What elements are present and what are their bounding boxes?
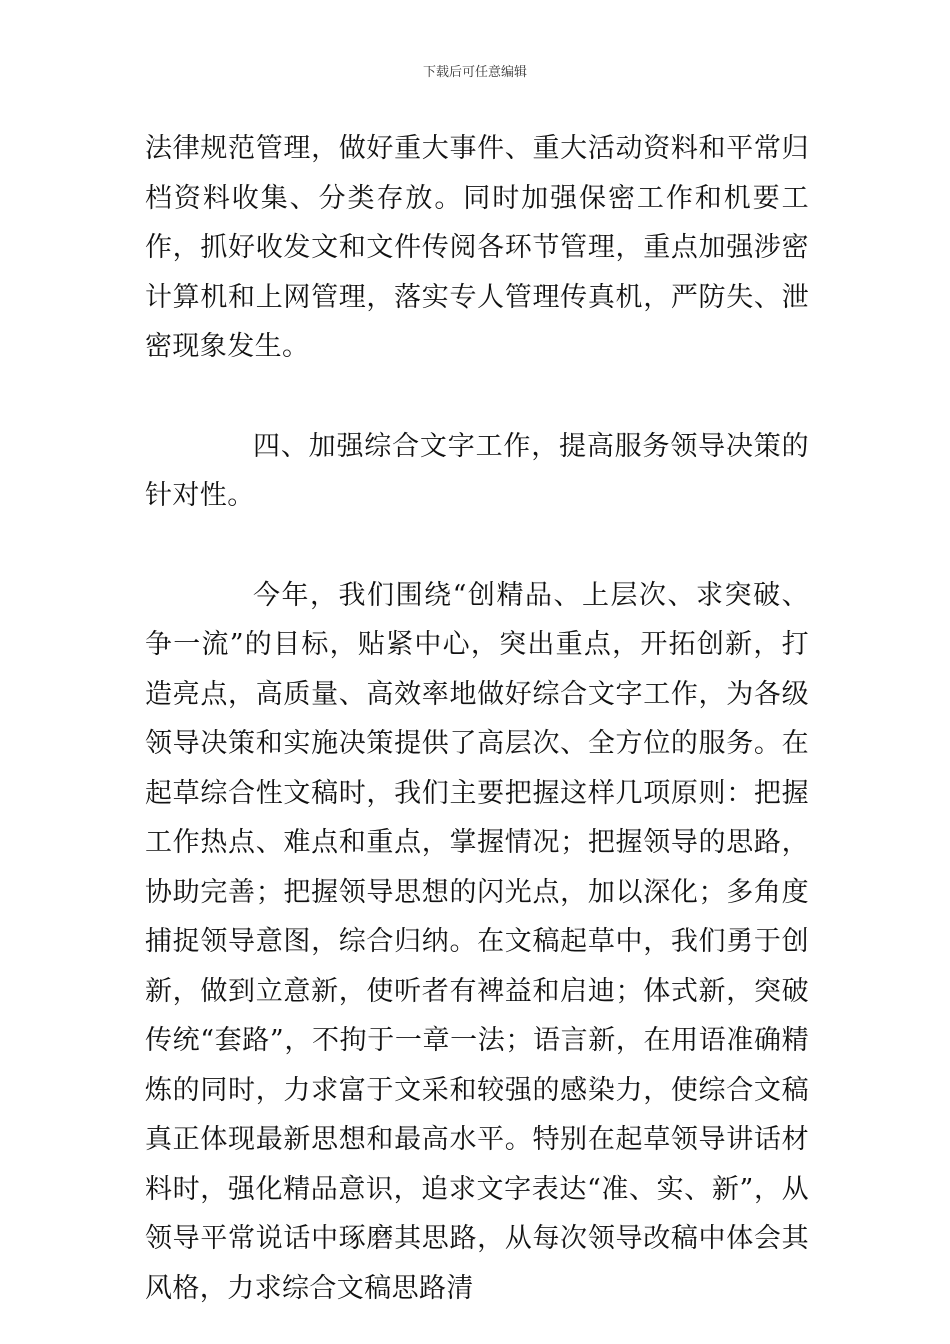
paragraph-gap xyxy=(145,521,809,571)
paragraph-body: 今年，我们围绕“创精品、上层次、求突破、争一流”的目标，贴紧中心，突出重点，开拓创新，打造亮点，高质量、高效率地做好综合文字工作，为各级领导决策和实施决策提供了高层次、全方位的服务。在起草综合性文稿时，我们主要把握这样几项原则：把握工作热点、难点和重点，掌握情况；把握领导的思路，协助完善；把握领导思想的闪光点，加以深化；多角度捕捉领导意图，综合归纳。在文稿起草中，我们勇于创新，做到立意新，使听者有裨益和启迪；体式新，突破传统“套路”，不拘于一章一法；语言新，在用语准确精炼的同时，力求富于文采和较强的感染力，使综合文稿真正体现最新思想和最高水平。特别在起草领导讲话材料时，强化精品意识，追求文字表达“准、实、新”，从领导平常说话中琢磨其思路，从每次领导改稿中体会其风格，力求综合文稿思路清 xyxy=(145,579,809,1304)
page-header: 下载后可任意编辑 xyxy=(422,65,527,80)
paragraph-continuation: 法律规范管理，做好重大事件、重大活动资料和平常归档资料收集、分类存放。同时加强保密工作和机要工作，抓好收发文和文件传阅各环节管理，重点加强涉密计算机和上网管理，落实专人管理传真机，严防失、泄密现象发生。 xyxy=(145,133,809,362)
section-heading-four: 四、加强综合文字工作，提高服务领导决策的针对性。 xyxy=(145,430,809,511)
document-body xyxy=(145,124,809,1313)
paragraph-gap xyxy=(145,372,809,422)
